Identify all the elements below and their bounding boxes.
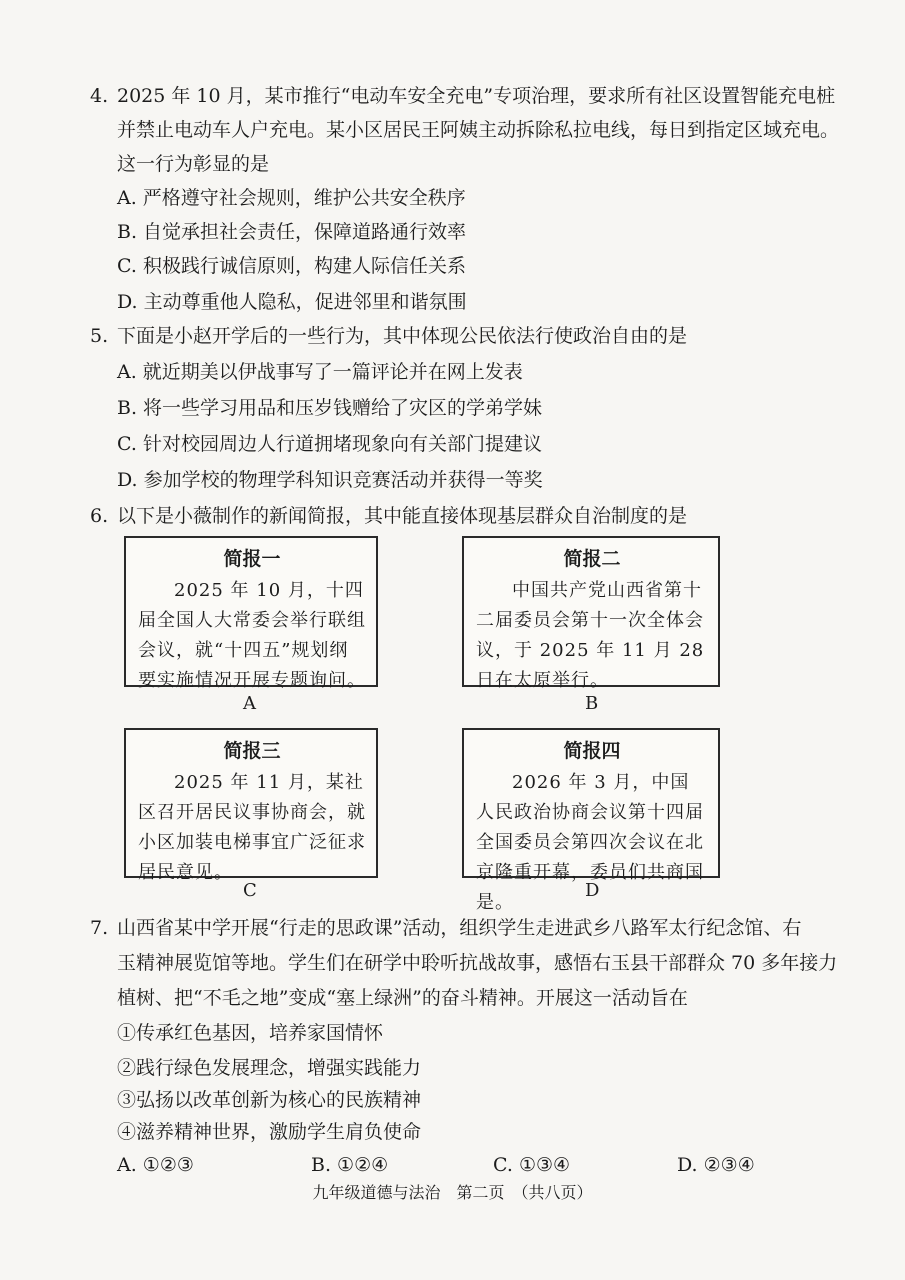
q4-number: 4. — [90, 85, 109, 107]
brief-label-d: D — [585, 880, 600, 901]
q4-option-a: A. 严格遵守社会规则，维护公共安全秩序 — [117, 187, 466, 209]
brief-body-d: 2026 年 3 月，中国人民政治协商会议第十四届全国委员会第四次会议在北京隆重开幕，委员们共商国是。 — [476, 772, 704, 913]
q5-stem: 下面是小赵开学后的一些行为，其中体现公民依法行使政治自由的是 — [117, 325, 688, 347]
q4-option-d: D. 主动尊重他人隐私，促进邻里和谐氛围 — [117, 291, 467, 313]
q4-option-c: C. 积极践行诚信原则，构建人际信任关系 — [117, 255, 466, 277]
brief-title-d: 简报四 — [563, 740, 621, 762]
q7-choice-c: C. ①③④ — [493, 1154, 571, 1176]
q7-item-4: ④滋养精神世界，激励学生肩负使命 — [117, 1121, 422, 1143]
q7-item-1: ①传承红色基因，培养家国情怀 — [117, 1022, 384, 1044]
q7-choice-a: A. ①②③ — [117, 1154, 194, 1176]
brief-title-c: 简报三 — [223, 740, 281, 762]
brief-body-c: 2025 年 11 月，某社区召开居民议事协商会，就小区加装电梯事宜广泛征求居民意见。 — [138, 772, 366, 883]
q5-option-a: A. 就近期美以伊战事写了一篇评论并在网上发表 — [117, 361, 523, 383]
q4-stem-line-2: 并禁止电动车人户充电。某小区居民王阿姨主动拆除私拉电线，每日到指定区域充电。 — [117, 119, 840, 141]
q5-option-d: D. 参加学校的物理学科知识竞赛活动并获得一等奖 — [117, 469, 543, 491]
q5-option-b: B. 将一些学习用品和压岁钱赠给了灾区的学弟学妹 — [117, 397, 543, 419]
q7-item-3: ③弘扬以改革创新为核心的民族精神 — [117, 1089, 422, 1111]
brief-box-a — [124, 536, 378, 691]
q6-stem: 以下是小薇制作的新闻简报，其中能直接体现基层群众自治制度的是 — [117, 505, 688, 527]
brief-label-a: A — [243, 693, 256, 714]
brief-label-b: B — [585, 693, 599, 714]
q4-option-b: B. 自觉承担社会责任，保障道路通行效率 — [117, 221, 467, 243]
q4-stem-line-1: 2025 年 10 月，某市推行“电动车安全充电”专项治理，要求所有社区设置智能充电桩 — [117, 85, 836, 107]
q4-stem-line-3: 这一行为彰显的是 — [117, 153, 270, 175]
q7-stem-line-3: 植树、把“不毛之地”变成“塞上绿洲”的奋斗精神。开展这一活动旨在 — [117, 987, 688, 1009]
q5-number: 5. — [90, 325, 109, 347]
q6-number: 6. — [90, 505, 109, 527]
q5-option-c: C. 针对校园周边人行道拥堵现象向有关部门提建议 — [117, 433, 542, 455]
brief-body-b: 中国共产党山西省第十二届委员会第十一次全体会议，于 2025 年 11 月 28 日在太原举行。 — [476, 580, 705, 691]
q7-choice-b: B. ①②④ — [311, 1154, 389, 1176]
q7-item-2: ②践行绿色发展理念，增强实践能力 — [117, 1057, 422, 1079]
brief-title-a: 简报一 — [223, 548, 281, 570]
q7-stem-line-1: 山西省某中学开展“行走的思政课”活动，组织学生走进武乡八路军太行纪念馆、右 — [117, 917, 802, 939]
brief-body-a: 2025 年 10 月，十四届全国人大常委会举行联组会议，就“十四五”规划纲要实施情况开展专题询问。 — [138, 580, 366, 691]
brief-box-d — [462, 728, 720, 913]
q7-choice-d: D. ②③④ — [677, 1154, 755, 1176]
brief-box-c — [124, 728, 378, 883]
q7-stem-line-2: 玉精神展览馆等地。学生们在研学中聆听抗战故事，感悟右玉县干部群众 70 多年接力 — [117, 952, 838, 974]
brief-box-b — [462, 536, 720, 691]
brief-title-b: 简报二 — [563, 548, 621, 570]
page-footer: 九年级道德与法治 第二页 （共八页） — [312, 1183, 593, 1202]
q7-number: 7. — [90, 917, 109, 939]
brief-label-c: C — [243, 880, 257, 901]
